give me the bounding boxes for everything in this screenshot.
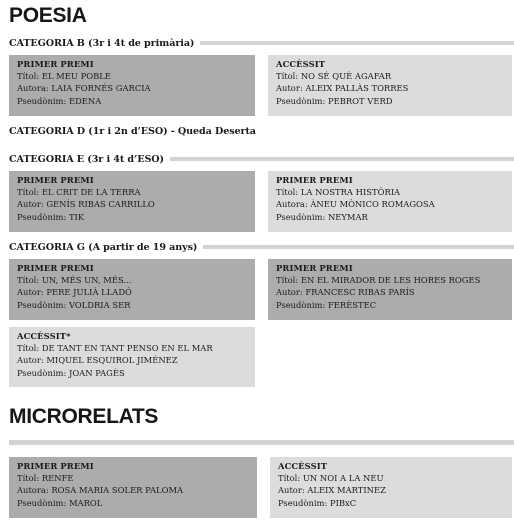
category-header-e bbox=[9, 152, 514, 166]
award-card bbox=[270, 457, 512, 518]
award-label: ACCÈSSIT bbox=[278, 461, 328, 471]
award-card bbox=[9, 327, 255, 387]
category-divider bbox=[170, 157, 514, 161]
entry-pseudonym: Pseudònim: JOAN PAGÈS bbox=[17, 367, 125, 378]
entry-title: Títol: EN EL MIRADOR DE LES HORES ROGES bbox=[276, 275, 481, 286]
category-header-d bbox=[9, 124, 514, 138]
award-card bbox=[268, 55, 512, 116]
entry-author: Autora: ROSA MARIA SOLER PALOMA bbox=[17, 485, 184, 496]
entry-title: Títol: UN NOI A LA NEU bbox=[278, 473, 384, 484]
entry-author: Autor: PERE JULIÀ LLADÓ bbox=[17, 287, 132, 298]
entry-author: Autor: MIQUEL ESQUIROL JIMÉNEZ bbox=[17, 355, 178, 366]
entry-title: Títol: RENFE bbox=[17, 473, 74, 484]
award-card bbox=[9, 171, 255, 232]
award-label: ACCÈSSIT bbox=[276, 59, 326, 69]
award-label: PRIMER PREMI bbox=[276, 175, 353, 185]
entry-pseudonym: Pseudònim: VOLDRIA SER bbox=[17, 299, 131, 310]
award-label: PRIMER PREMI bbox=[17, 175, 94, 185]
entry-title: Títol: DE TANT EN TANT PENSO EN EL MAR bbox=[17, 343, 213, 354]
entry-author: Autor: GENÍS RIBAS CARRILLO bbox=[17, 199, 155, 210]
entry-title: Títol: EL MEU POBLE bbox=[17, 71, 111, 82]
category-divider bbox=[203, 245, 514, 249]
award-label: PRIMER PREMI bbox=[17, 59, 94, 69]
award-card bbox=[9, 457, 257, 518]
entry-pseudonym: Pseudònim: MAROL bbox=[17, 497, 103, 508]
category-label: CATEGORIA E (3r i 4t d’ESO) bbox=[9, 153, 164, 165]
category-divider bbox=[200, 41, 514, 45]
entry-title: Títol: EL CRIT DE LA TERRA bbox=[17, 187, 141, 198]
entry-author: Autor: ALEIX PALLÀS TORRES bbox=[276, 83, 409, 94]
award-card bbox=[268, 171, 512, 232]
award-card bbox=[268, 259, 512, 320]
entry-author: Autor: ALEIX MARTINEZ bbox=[278, 485, 386, 496]
category-label: CATEGORIA G (A partir de 19 anys) bbox=[9, 241, 198, 253]
category-label: CATEGORIA D (1r i 2n d’ESO) - Queda Deserta bbox=[9, 125, 256, 137]
category-header-b bbox=[9, 36, 514, 50]
award-card bbox=[9, 259, 255, 320]
category-label: CATEGORIA B (3r i 4t de primària) bbox=[9, 37, 195, 49]
entry-pseudonym: Pseudònim: FERÈSTEC bbox=[276, 299, 377, 310]
section-title-poesia: POESIA bbox=[9, 4, 87, 27]
award-label: ACCÈSSIT* bbox=[17, 331, 71, 341]
entry-author: Autora: LAIA FORNÉS GARCIA bbox=[17, 83, 151, 94]
entry-pseudonym: Pseudònim: PIBxC bbox=[278, 497, 357, 508]
entry-title: Títol: LA NOSTRA HISTÒRIA bbox=[276, 187, 401, 198]
award-label: PRIMER PREMI bbox=[276, 263, 353, 273]
entry-author: Autor: FRANCESC RIBAS PARÍS bbox=[276, 287, 415, 298]
entry-pseudonym: Pseudònim: NEYMAR bbox=[276, 211, 368, 222]
entry-pseudonym: Pseudònim: PEBROT VERD bbox=[276, 95, 393, 106]
category-header-g bbox=[9, 240, 514, 254]
entry-pseudonym: Pseudònim: TIK bbox=[17, 211, 85, 222]
entry-title: Títol: UN, MÉS UN, MÉS... bbox=[17, 275, 132, 286]
award-label: PRIMER PREMI bbox=[17, 461, 94, 471]
section-title-microrelats: MICRORELATS bbox=[9, 405, 159, 428]
award-label: PRIMER PREMI bbox=[17, 263, 94, 273]
entry-title: Títol: NO SÉ QUÈ AGAFAR bbox=[276, 71, 392, 82]
award-card bbox=[9, 55, 255, 116]
section-divider bbox=[9, 440, 514, 445]
entry-author: Autora: ÀNEU MÒNICO ROMAGOSA bbox=[276, 199, 435, 210]
entry-pseudonym: Pseudònim: EDENA bbox=[17, 95, 102, 106]
